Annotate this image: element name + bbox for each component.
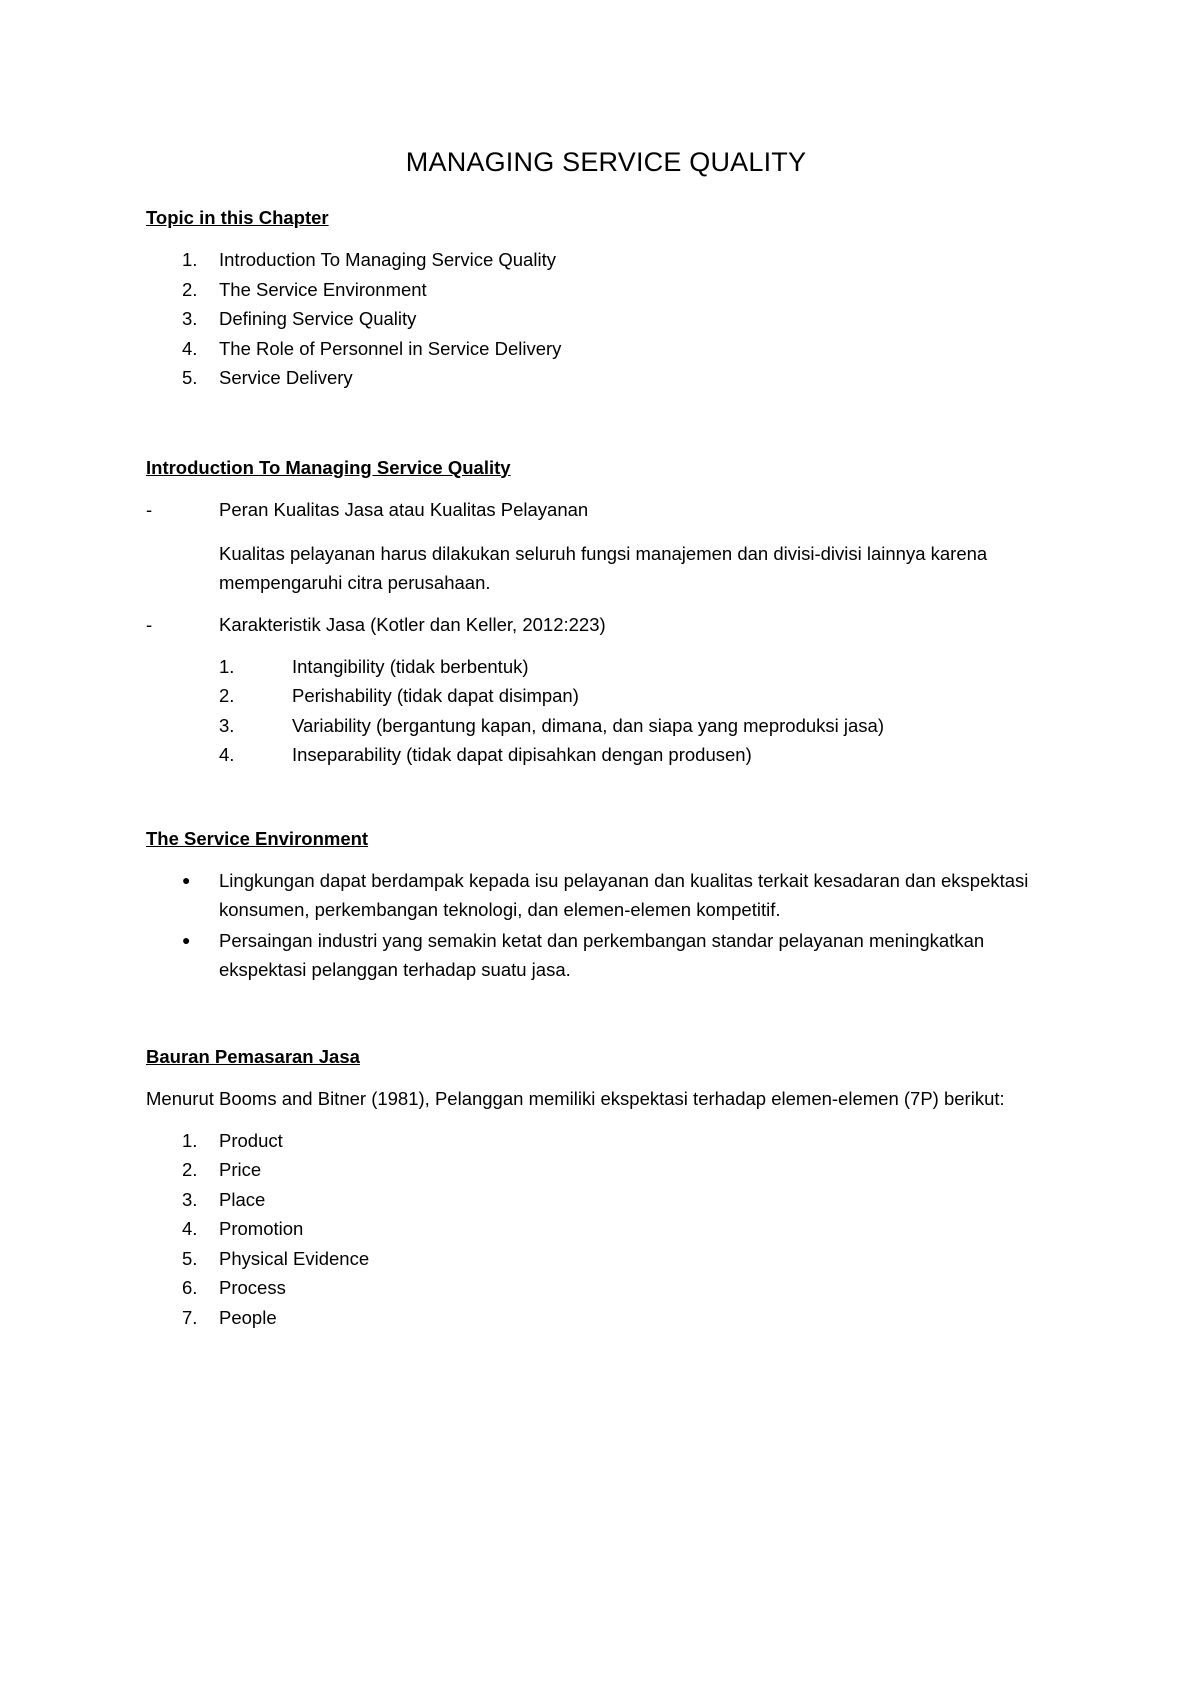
topic-text: Defining Service Quality <box>219 308 417 329</box>
bauran-item <box>146 1244 1066 1274</box>
bullet-text: Lingkungan dapat berdampak kepada isu pelayanan dan kualitas terkait kesadaran dan ekspektasi konsumen, perkembangan teknologi, dan elemen-elemen kompetitif. <box>219 869 1029 920</box>
bauran-item <box>146 1155 1066 1185</box>
topic-item <box>146 334 1066 364</box>
intro-dash-item-characteristics <box>146 610 1066 639</box>
spacer <box>146 770 1066 824</box>
bauran-list <box>146 1126 1066 1333</box>
dash-text: Karakteristik Jasa (Kotler dan Keller, 2012:223) <box>219 613 606 635</box>
bauran-number: 6. <box>182 1277 198 1298</box>
environment-heading: The Service Environment <box>146 827 369 849</box>
characteristic-number: 1. <box>219 655 235 677</box>
bullet-icon: ● <box>182 931 191 948</box>
spacer <box>146 986 1066 1042</box>
spacer <box>146 597 1066 610</box>
bauran-number: 3. <box>182 1188 198 1210</box>
topic-number: 3. <box>182 308 198 329</box>
topic-text: Introduction To Managing Service Quality <box>219 249 556 270</box>
characteristic-number: 2. <box>219 685 235 706</box>
bauran-text: Product <box>219 1129 283 1151</box>
characteristic-item <box>146 652 1066 682</box>
characteristic-text: Inseparability (tidak dapat dipisahkan dengan produsen) <box>292 744 752 765</box>
topic-number: 2. <box>182 278 198 300</box>
bauran-number: 4. <box>182 1218 198 1239</box>
topic-item <box>146 304 1066 334</box>
bauran-number: 7. <box>182 1306 198 1328</box>
bauran-text: Process <box>219 1277 286 1298</box>
document-title: MANAGING SERVICE QUALITY <box>405 147 807 177</box>
topic-text: The Service Environment <box>219 278 427 300</box>
bauran-heading: Bauran Pemasaran Jasa <box>146 1045 360 1067</box>
topic-text: Service Delivery <box>219 367 353 388</box>
spacer <box>146 393 1066 453</box>
characteristic-text: Variability (bergantung kapan, dimana, dan siapa yang meproduksi jasa) <box>292 714 885 736</box>
bauran-text: Promotion <box>219 1218 304 1239</box>
environment-bullet-item <box>146 926 1066 984</box>
topic-item <box>146 363 1066 393</box>
bauran-text: Place <box>219 1188 266 1210</box>
characteristic-number: 3. <box>219 714 235 736</box>
dash-text: Peran Kualitas Jasa atau Kualitas Pelayanan <box>219 498 589 520</box>
spacer <box>146 1113 1066 1126</box>
bullet-text: Persaingan industri yang semakin ketat dan perkembangan standar pelayanan meningkatkan ekspektasi pelanggan terhadap suatu jasa. <box>219 929 985 980</box>
topic-number: 1. <box>182 249 198 270</box>
dash-marker: - <box>146 498 153 520</box>
bauran-item <box>146 1303 1066 1333</box>
bullet-icon: ● <box>182 871 191 888</box>
intro-paragraph: Kualitas pelayanan harus dilakukan seluruh fungsi manajemen dan divisi-divisi lainnya karena mempengaruhi citra perusahaan. <box>219 542 988 593</box>
characteristic-text: Intangibility (tidak berbentuk) <box>292 655 529 677</box>
topic-number: 5. <box>182 367 198 388</box>
bauran-intro: Menurut Booms and Bitner (1981), Pelanggan memiliki ekspektasi terhadap elemen-elemen (7P) berikut: <box>146 1087 1005 1109</box>
topic-number: 4. <box>182 337 198 359</box>
intro-dash-item-role <box>146 495 1066 524</box>
bauran-text: People <box>219 1306 277 1328</box>
topic-item <box>146 245 1066 275</box>
topic-text: The Role of Personnel in Service Delivery <box>219 337 562 359</box>
characteristics-list <box>146 652 1066 770</box>
characteristic-number: 4. <box>219 744 235 765</box>
bauran-number: 2. <box>182 1159 198 1180</box>
bauran-item <box>146 1214 1066 1244</box>
dash-marker: - <box>146 613 153 635</box>
bauran-number: 1. <box>182 1129 198 1151</box>
spacer <box>146 639 1066 652</box>
characteristic-text: Perishability (tidak dapat disimpan) <box>292 685 579 706</box>
environment-bullet-item <box>146 866 1066 924</box>
bauran-text: Price <box>219 1159 262 1180</box>
bauran-item <box>146 1273 1066 1303</box>
topics-list <box>146 245 1066 393</box>
bauran-text: Physical Evidence <box>219 1247 370 1269</box>
spacer <box>146 524 1066 539</box>
characteristic-item <box>146 740 1066 770</box>
bauran-number: 5. <box>182 1247 198 1269</box>
characteristic-item <box>146 711 1066 741</box>
bauran-item <box>146 1185 1066 1215</box>
topics-heading: Topic in this Chapter <box>146 207 329 228</box>
intro-heading: Introduction To Managing Service Quality <box>146 456 511 478</box>
topic-item <box>146 275 1066 305</box>
characteristic-item <box>146 681 1066 711</box>
environment-bullet-list <box>146 866 1066 984</box>
bauran-item <box>146 1126 1066 1156</box>
document-content <box>146 143 1066 1332</box>
